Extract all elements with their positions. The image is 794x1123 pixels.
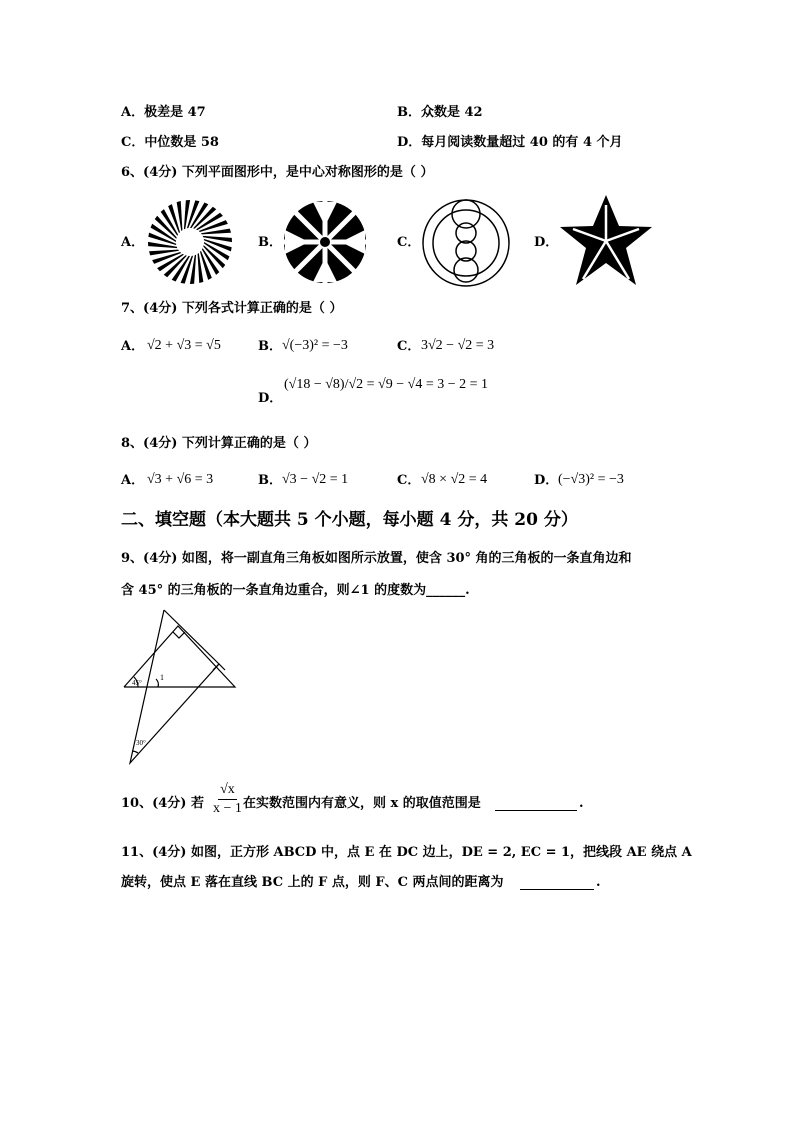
five-point-star-icon bbox=[558, 193, 654, 289]
q10-prefix: 10、(4分) 若 bbox=[121, 796, 204, 811]
q10-answer-blank[interactable] bbox=[495, 797, 577, 811]
q6-label-c: C． bbox=[397, 235, 421, 250]
q10-fraction bbox=[213, 783, 242, 816]
q7-expr-d: (√18 − √8)/√2 = √9 − √4 = 3 − 2 = 1 bbox=[284, 377, 489, 392]
q7-label-c: C． bbox=[397, 339, 421, 354]
q11-answer-blank[interactable] bbox=[520, 876, 594, 890]
q6-label-a: A． bbox=[121, 235, 145, 250]
q8-label-c: C． bbox=[397, 473, 421, 488]
q8-label-d: D． bbox=[534, 473, 559, 488]
q11-line1: 11、(4分) 如图，正方形 ABCD 中，点 E 在 DC 边上，DE = 2, EC = 1，把线段 AE 绕点 A bbox=[121, 845, 692, 860]
q11-line2: 旋转，使点 E 落在直线 BC 上的 F 点，则 F、C 两点间的距离为 bbox=[121, 875, 504, 890]
q7-label-d: D． bbox=[258, 391, 283, 406]
q7-expr-a: √2 + √3 = √5 bbox=[147, 338, 221, 353]
q10-suffix: 在实数范围内有意义，则 x 的取值范围是 bbox=[243, 796, 481, 811]
q5-option-c: C．中位数是 58 bbox=[121, 135, 219, 150]
q9-line1: 9、(4分) 如图，将一副直角三角板如图所示放置，使含 30° 角的三角板的一条直角边和 bbox=[121, 551, 632, 566]
q8-label-a: A． bbox=[121, 473, 145, 488]
q10-end: . bbox=[579, 796, 584, 811]
q5-option-b: B．众数是 42 bbox=[397, 105, 483, 120]
q7-expr-b: √(−3)² = −3 bbox=[282, 338, 348, 353]
section-heading: 二、填空题（本大题共 5 个小题，每小题 4 分，共 20 分） bbox=[121, 510, 578, 530]
triangle-figure bbox=[118, 608, 242, 770]
q8-expr-c: √8 × √2 = 4 bbox=[421, 472, 488, 487]
q5-option-a: A．极差是 47 bbox=[121, 105, 206, 120]
q8-label-b: B． bbox=[258, 473, 282, 488]
q6-label-b: B． bbox=[258, 235, 282, 250]
nested-circles-icon bbox=[421, 198, 511, 288]
q8-expr-d: (−√3)² = −3 bbox=[558, 472, 624, 487]
q7-label-a: A． bbox=[121, 339, 145, 354]
q8-expr-b: √3 − √2 = 1 bbox=[282, 472, 349, 487]
fig-label-30: 30° bbox=[136, 739, 146, 747]
q7-stem: 7、(4分) 下列各式计算正确的是（ ） bbox=[121, 301, 343, 316]
q6-stem: 6、(4分) 下列平面图形中，是中心对称图形的是（ ） bbox=[121, 165, 434, 180]
q10-frac-den: x − 1 bbox=[213, 801, 242, 816]
q11-end: . bbox=[596, 875, 601, 890]
q9-line2: 含 45° 的三角板的一条直角边重合，则∠1 的度数为______. bbox=[121, 583, 470, 598]
sun-spiral-icon bbox=[146, 198, 234, 286]
q7-label-b: B． bbox=[258, 339, 282, 354]
q5-option-d: D．每月阅读数量超过 40 的有 4 个月 bbox=[397, 135, 623, 150]
q7-expr-c: 3√2 − √2 = 3 bbox=[421, 338, 495, 353]
fig-label-1: 1 bbox=[160, 673, 164, 682]
q6-label-d: D． bbox=[534, 235, 559, 250]
star-burst-icon bbox=[283, 200, 367, 284]
q8-stem: 8、(4分) 下列计算正确的是（ ） bbox=[121, 436, 317, 451]
q10-frac-num: √x bbox=[218, 783, 237, 800]
fig-label-45: 45° bbox=[132, 679, 142, 687]
q8-expr-a: √3 + √6 = 3 bbox=[147, 472, 214, 487]
